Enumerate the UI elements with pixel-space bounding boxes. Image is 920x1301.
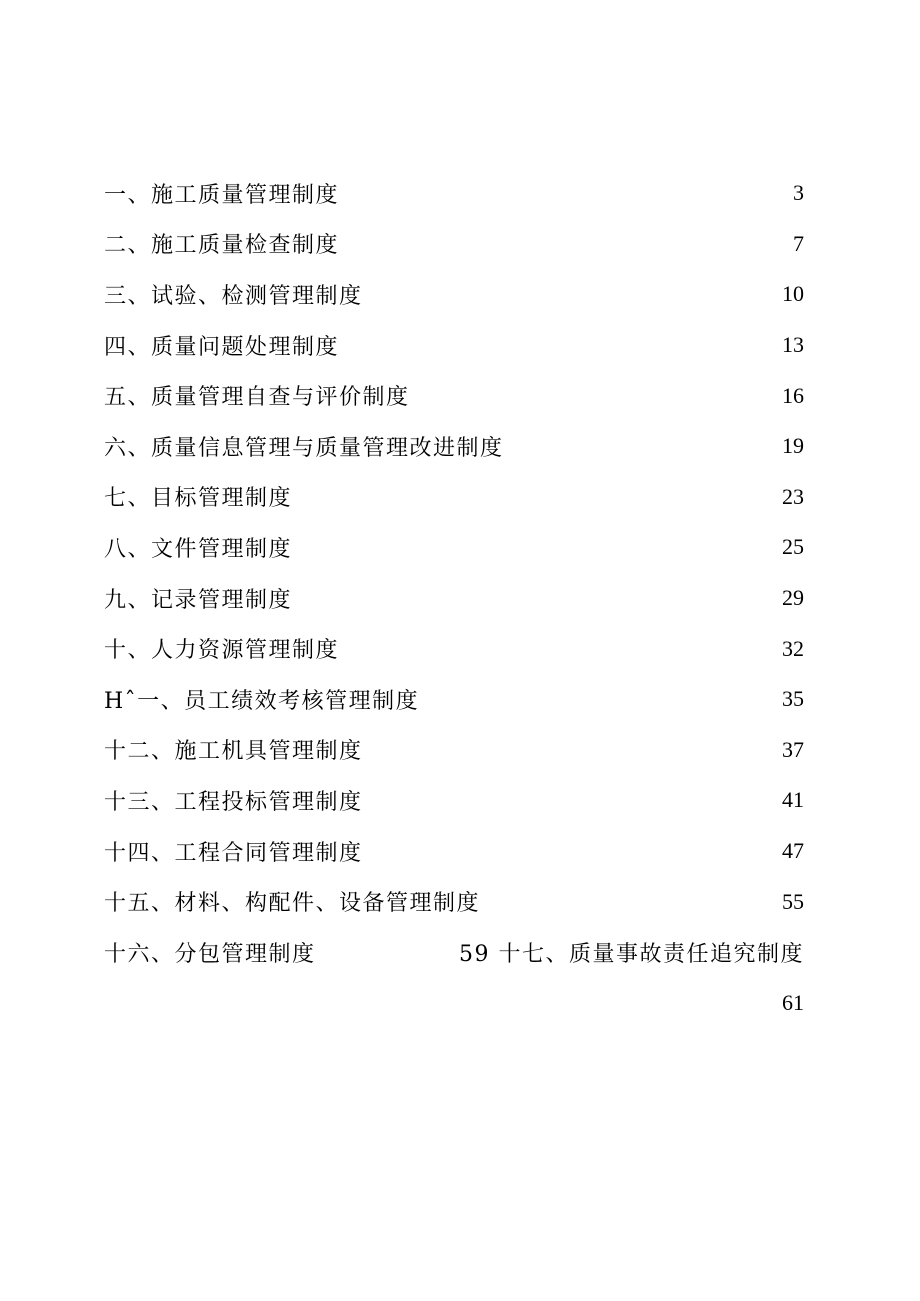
toc-entry-page: 7 <box>793 230 804 256</box>
toc-entry[interactable] <box>104 573 804 624</box>
toc-entry-page: 35 <box>782 686 804 712</box>
toc-entry[interactable] <box>104 168 804 219</box>
toc-entry-title: 三、试验、检测管理制度 <box>104 283 363 309</box>
toc-entry-page: 32 <box>782 635 804 661</box>
toc-entry[interactable] <box>104 370 804 421</box>
toc-entry-title: 一、施工质量管理制度 <box>104 182 340 208</box>
toc-entry-page: 47 <box>782 838 804 864</box>
toc-entry-page: 29 <box>782 585 804 611</box>
toc-entry-title: 五、质量管理自查与评价制度 <box>104 385 410 411</box>
toc-entry[interactable] <box>104 269 804 320</box>
toc-trailing-page-number <box>104 978 804 1029</box>
toc-entry-title: 十六、分包管理制度 <box>104 941 316 967</box>
toc-entry-title: 四、质量问题处理制度 <box>104 334 340 360</box>
toc-entry[interactable] <box>104 472 804 523</box>
toc-entry[interactable] <box>104 876 804 927</box>
toc-entry-title: 二、施工质量检查制度 <box>104 233 340 259</box>
toc-entry-title: 十四、工程合同管理制度 <box>104 840 363 866</box>
toc-entry-page: 16 <box>782 382 804 408</box>
toc-entry-page: 41 <box>782 787 804 813</box>
toc-entry-page: 37 <box>782 736 804 762</box>
toc-entry-page: 61 <box>782 989 804 1015</box>
toc-entry-page: 55 <box>782 888 804 914</box>
toc-entry[interactable] <box>104 674 804 725</box>
toc-entry[interactable] <box>104 623 804 674</box>
toc-entry-title: 七、目标管理制度 <box>104 486 293 512</box>
toc-entry-continued-text: 59 十七、质量事故责任追究制度 <box>459 941 804 967</box>
toc-entry[interactable] <box>104 522 804 573</box>
toc-entry-wrapped[interactable] <box>104 927 804 978</box>
toc-entry-page: 25 <box>782 534 804 560</box>
toc-entry-title: 八、文件管理制度 <box>104 536 293 562</box>
toc-entry-title: 十二、施工机具管理制度 <box>104 739 363 765</box>
toc-entry-title: 十三、工程投标管理制度 <box>104 789 363 815</box>
toc-entry[interactable] <box>104 219 804 270</box>
toc-entry-title: 九、记录管理制度 <box>104 587 293 613</box>
toc-entry-title: 十、人力资源管理制度 <box>104 638 340 664</box>
toc-entry[interactable] <box>104 775 804 826</box>
toc-entry-page: 13 <box>782 332 804 358</box>
toc-entry-page: 3 <box>793 180 804 206</box>
toc-entry[interactable] <box>104 826 804 877</box>
table-of-contents <box>104 168 804 1028</box>
toc-entry[interactable] <box>104 320 804 371</box>
toc-entry-page: 23 <box>782 483 804 509</box>
toc-entry-title: 六、质量信息管理与质量管理改进制度 <box>104 435 504 461</box>
toc-entry[interactable] <box>104 725 804 776</box>
toc-entry-page: 19 <box>782 433 804 459</box>
toc-entry[interactable] <box>104 421 804 472</box>
toc-entry-page: 10 <box>782 281 804 307</box>
toc-entry-title: Hˆ一、员工绩效考核管理制度 <box>104 688 420 714</box>
toc-entry-title: 十五、材料、构配件、设备管理制度 <box>104 891 481 917</box>
